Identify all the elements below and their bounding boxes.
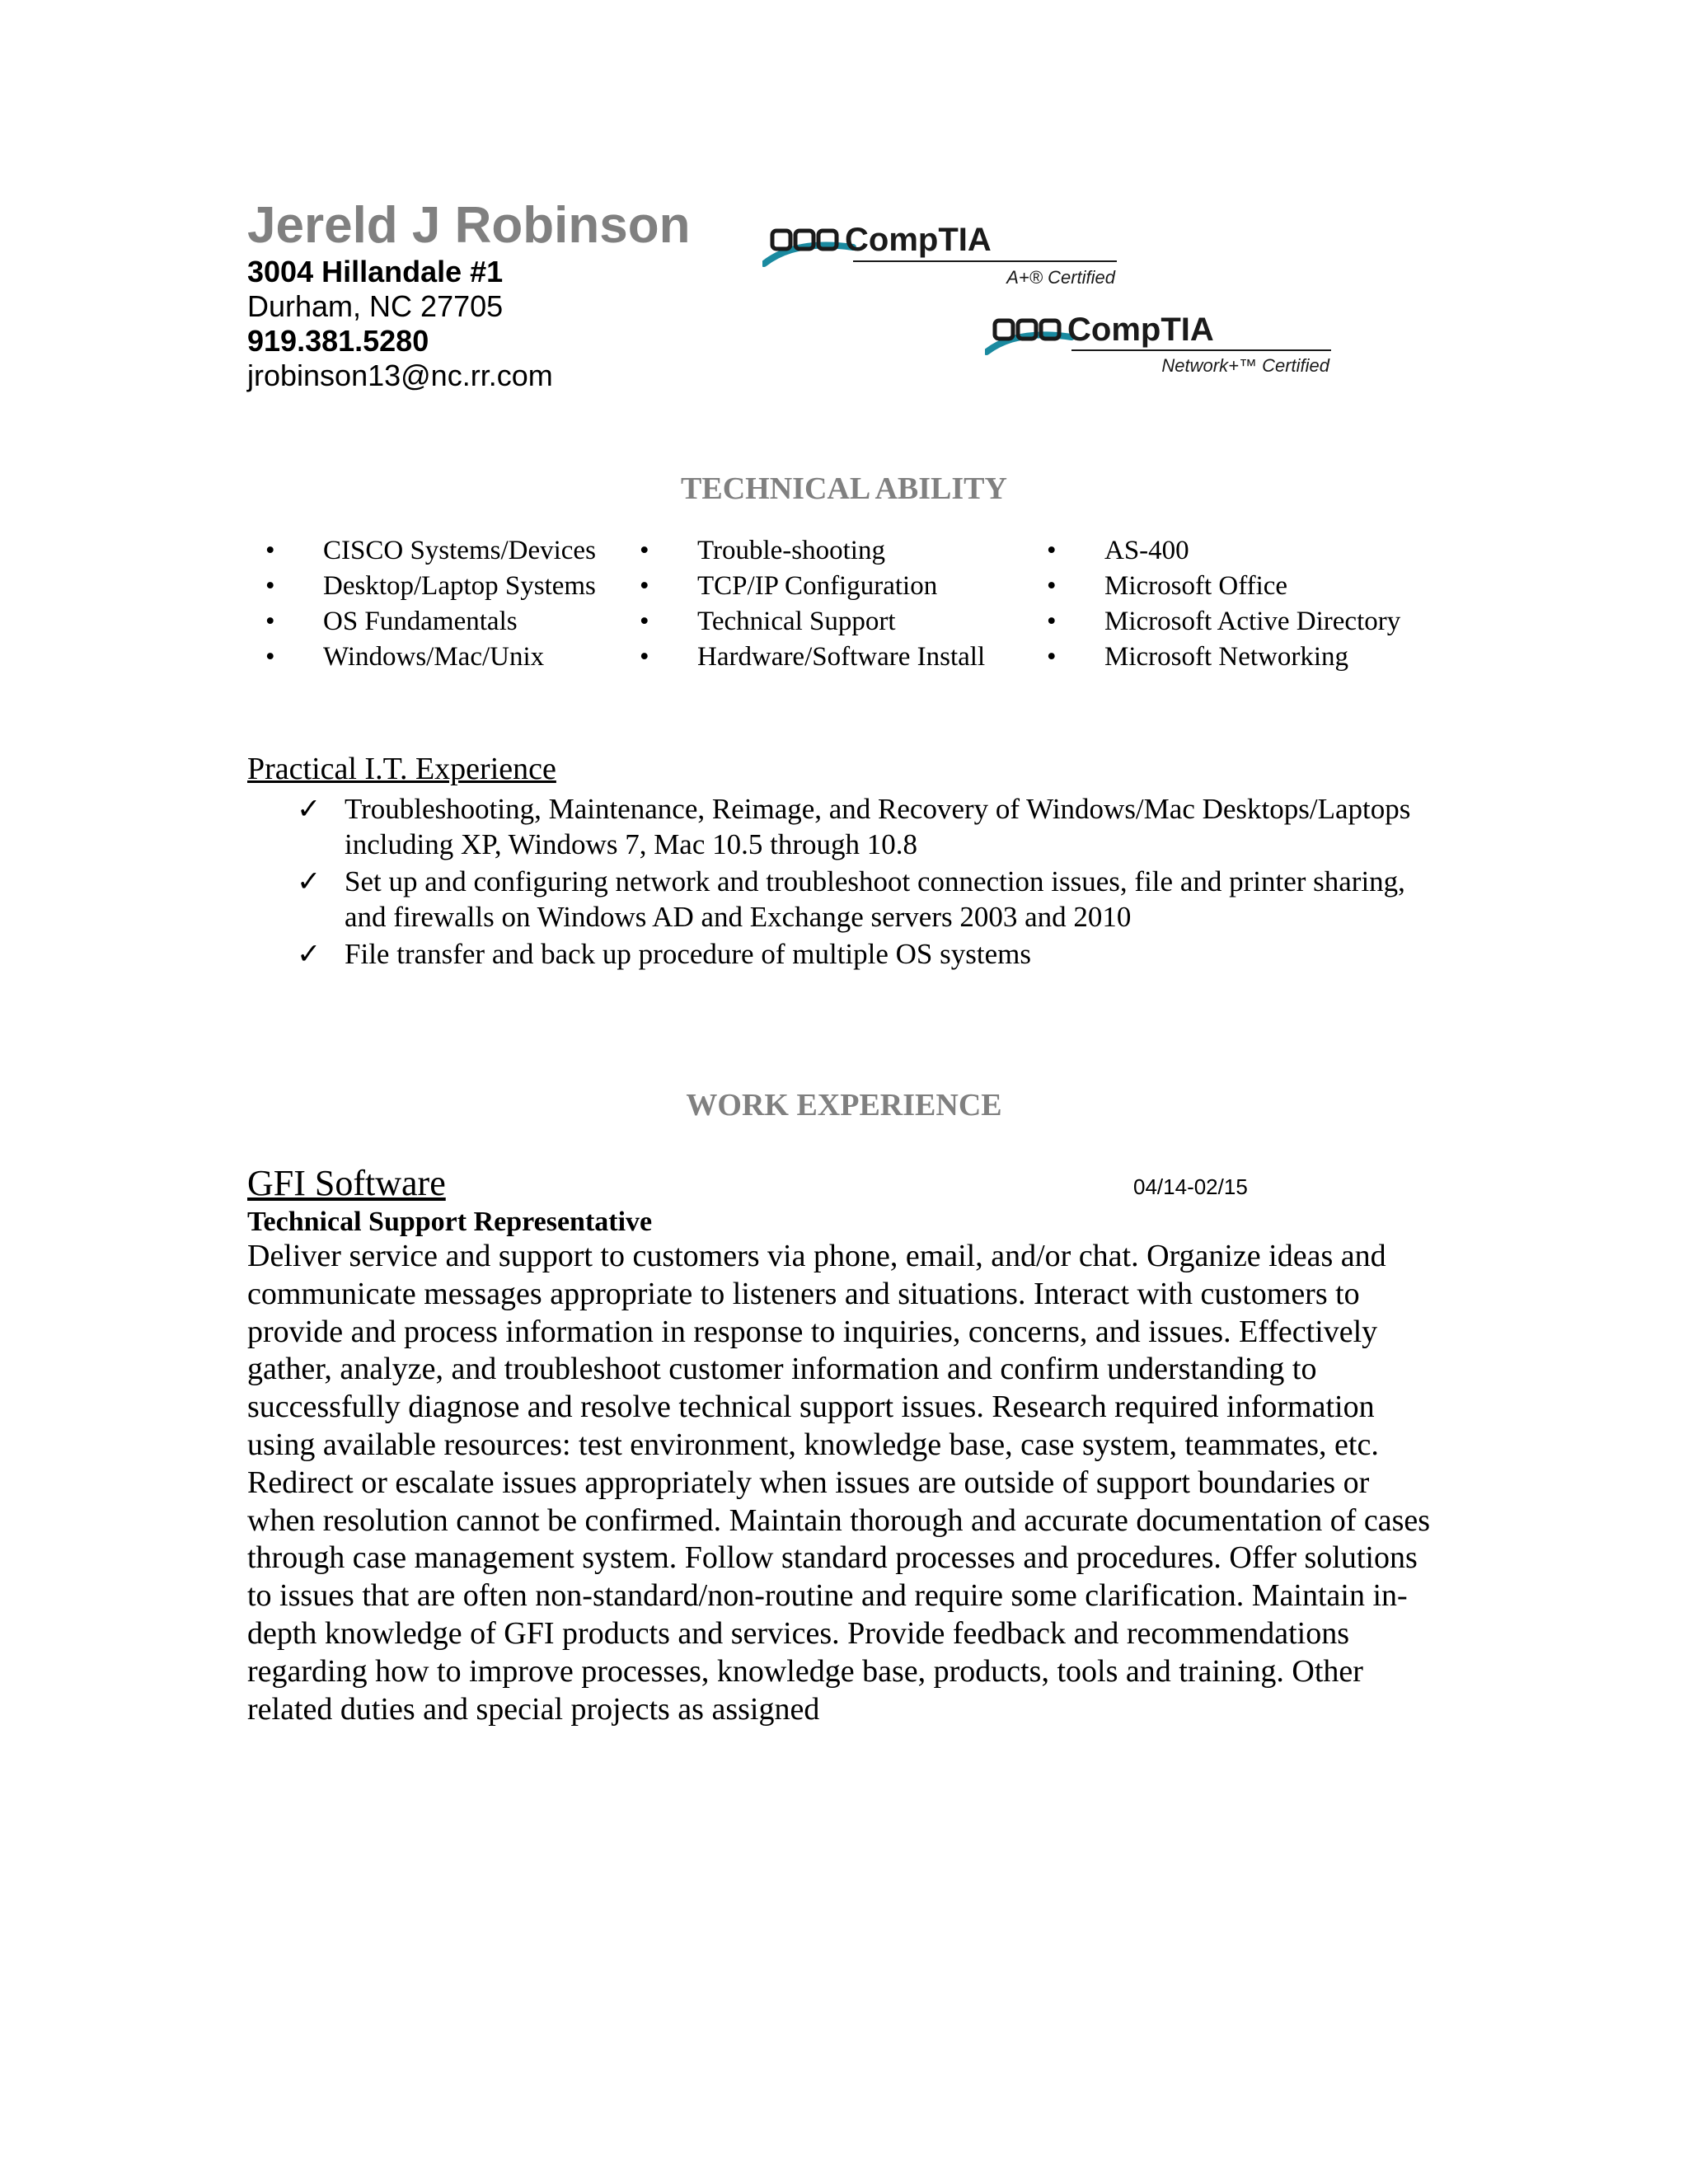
- list-item: [297, 791, 1451, 862]
- skill-label: Trouble-shooting: [697, 536, 885, 565]
- skill-label: Hardware/Software Install: [697, 642, 986, 672]
- logo-brand-text: CompTIA: [845, 222, 992, 258]
- bullet-icon: •: [640, 607, 649, 636]
- job-title: Technical Support Representative: [247, 1207, 653, 1237]
- bullet-icon: •: [265, 571, 275, 601]
- bullet-icon: •: [1047, 536, 1057, 565]
- email-address: jrobinson13@nc.rr.com: [247, 359, 553, 392]
- skill-label: Microsoft Networking: [1104, 642, 1349, 672]
- comptia-logo-icon: [985, 309, 1339, 383]
- skill-label: Microsoft Office: [1104, 571, 1288, 601]
- bullet-icon: •: [640, 642, 649, 672]
- logo-cert-label: A+® Certified: [1006, 267, 1115, 288]
- phone-number: 919.381.5280: [247, 324, 429, 358]
- skill-label: Windows/Mac/Unix: [323, 642, 545, 672]
- job-description: Deliver service and support to customers via phone, email, and/or chat. Organize ideas and communicate messages appropriate to listeners and situations. Interact with customers to provide and process information in response to inquiries, concerns, and issues. Effectively gather, analyze, and troubleshoot customer information and confirm understanding to successfully diagnose and resolve technical support issues. Research required information using available resources: test environment, knowledge base, case system, teammates, etc. Redirect or escalate issues appropriately when issues are outside of support boundaries or when resolution cannot be confirmed. Maintain thorough and accurate documentation of cases through case management system. Follow standard processes and procedures. Offer solutions to issues that are often non-standard/non-routine and require some clarification. Maintain in-depth knowledge of GFI products and services. Provide feedback and recommendations regarding how to improve processes, knowledge base, products, tools and training. Other related duties and special projects as assigned: [247, 1239, 1431, 1727]
- skill-label: Technical Support: [697, 607, 896, 636]
- checkmark-icon: ✓: [297, 865, 321, 898]
- technical-ability-heading: TECHNICAL ABILITY: [681, 471, 1007, 506]
- comptia-network-plus-logo: [985, 309, 1339, 383]
- skill-label: Microsoft Active Directory: [1104, 607, 1401, 636]
- address-line-1: 3004 Hillandale #1: [247, 255, 504, 288]
- list-item: [297, 864, 1451, 935]
- checkmark-icon: ✓: [297, 938, 321, 970]
- skill-label: OS Fundamentals: [323, 607, 518, 636]
- bullet-icon: •: [265, 642, 275, 672]
- bullet-icon: •: [640, 536, 649, 565]
- list-item: [297, 936, 1451, 972]
- list-item-text: File transfer and back up procedure of multiple OS systems: [345, 938, 1031, 970]
- logo-cert-label: Network+™ Certified: [1161, 355, 1329, 376]
- skill-label: TCP/IP Configuration: [697, 571, 938, 601]
- comptia-a-plus-logo: [762, 216, 1133, 298]
- candidate-name: Jereld J Robinson: [247, 197, 691, 254]
- bullet-icon: •: [1047, 571, 1057, 601]
- skill-label: Desktop/Laptop Systems: [323, 571, 596, 601]
- bullet-icon: •: [265, 536, 275, 565]
- list-item-text: Set up and configuring network and troubleshoot connection issues, file and printer sharing, and firewalls on Windows AD and Exchange servers 2003 and 2010: [345, 865, 1405, 933]
- practical-experience-title: Practical I.T. Experience: [247, 752, 556, 786]
- work-experience-heading: WORK EXPERIENCE: [686, 1088, 1002, 1122]
- bullet-icon: •: [1047, 607, 1057, 636]
- skill-label: AS-400: [1104, 536, 1189, 565]
- skill-label: CISCO Systems/Devices: [323, 536, 596, 565]
- company-name: GFI Software: [247, 1163, 446, 1203]
- bullet-icon: •: [265, 607, 275, 636]
- address-line-2: Durham, NC 27705: [247, 289, 504, 323]
- checkmark-icon: ✓: [297, 793, 321, 825]
- bullet-icon: •: [640, 571, 649, 601]
- bullet-icon: •: [1047, 642, 1057, 672]
- comptia-logo-icon: [762, 216, 1133, 298]
- employment-dates: 04/14-02/15: [1133, 1174, 1248, 1199]
- list-item-text: Troubleshooting, Maintenance, Reimage, and Recovery of Windows/Mac Desktops/Laptops including XP, Windows 7, Mac 10.5 through 10.8: [345, 793, 1411, 860]
- logo-brand-text: CompTIA: [1067, 312, 1214, 348]
- practical-experience-list: [297, 791, 1451, 973]
